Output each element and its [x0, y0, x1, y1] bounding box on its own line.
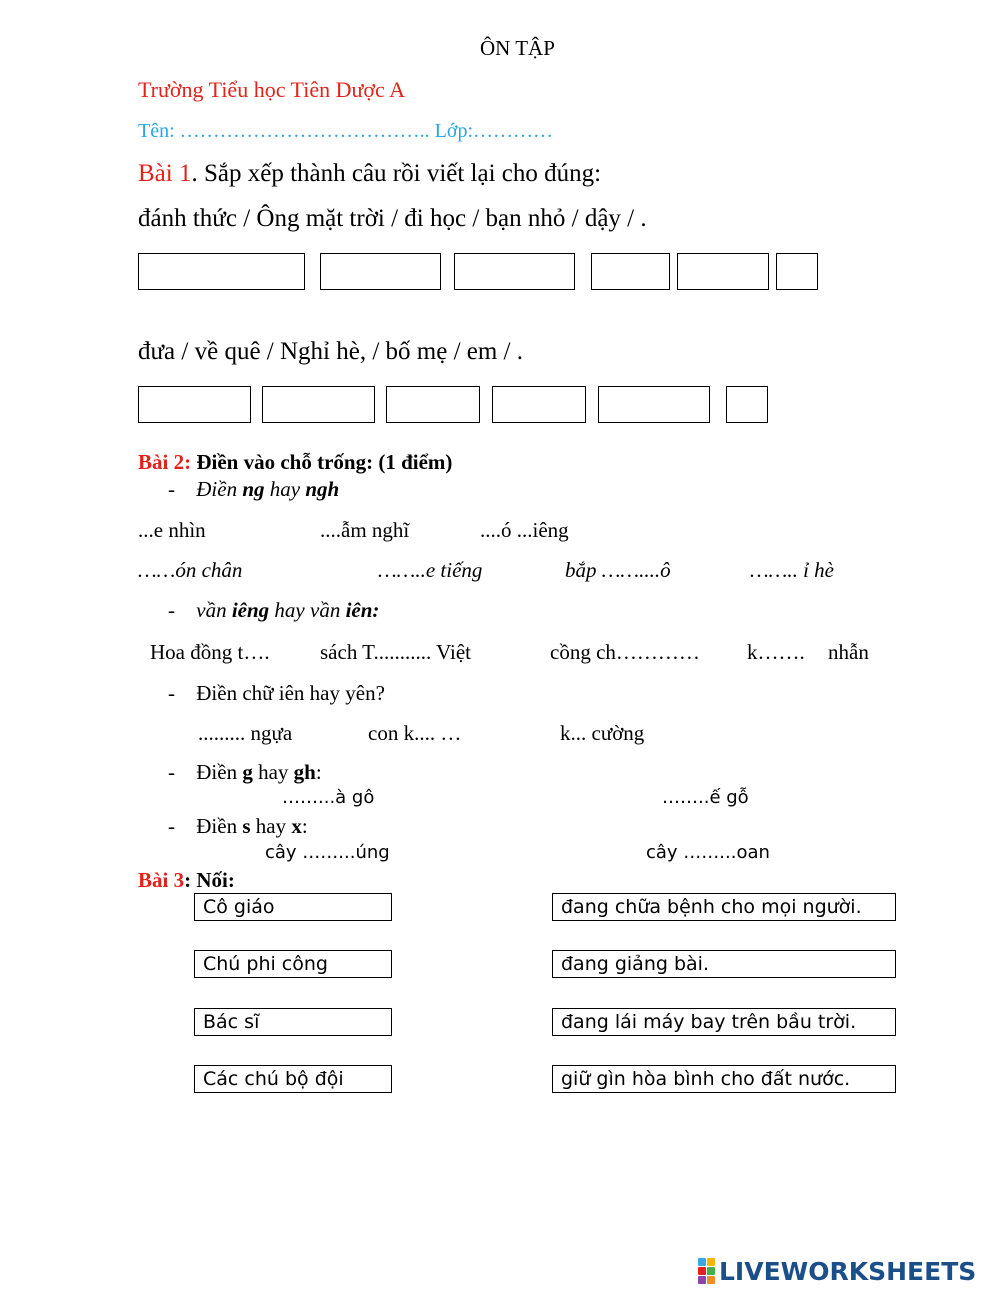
fill-item[interactable]: cây ……...úng — [265, 842, 390, 863]
liveworksheets-logo — [698, 1256, 976, 1286]
answer-box[interactable] — [262, 386, 375, 423]
section-text: Điền — [196, 760, 243, 784]
bai3-instruction: : Nối: — [184, 868, 235, 892]
bai3-label: Bài 3 — [138, 868, 185, 892]
bai2-section-ng — [168, 477, 339, 502]
school-name: Trường Tiểu học Tiên Dược A — [138, 77, 405, 102]
fill-item[interactable]: sách T........... Việt — [320, 640, 471, 664]
bai1-label: Bài 1 — [138, 160, 192, 187]
page-title: ÔN TẬP — [480, 36, 555, 60]
brand-name: LIVEWORKSHEETS — [719, 1256, 977, 1286]
bullet-dash: - — [168, 760, 175, 784]
fill-item[interactable]: ……..ế gỗ — [662, 787, 749, 808]
section-text: hay — [250, 814, 292, 838]
bullet-dash: - — [168, 477, 175, 501]
section-bold: ngh — [305, 477, 340, 501]
section-bold: gh — [293, 760, 316, 784]
section-text: vần — [196, 598, 232, 622]
answer-box[interactable] — [138, 253, 305, 290]
bai1-sentence-1: đánh thức / Ông mặt trời / đi học / bạn nhỏ / dậy / . — [138, 205, 647, 232]
bai1-sentence-2: đưa / về quê / Nghỉ hè, / bố mẹ / em / . — [138, 338, 523, 365]
section-bold: iêng — [231, 598, 270, 622]
section-text: Điền — [196, 814, 243, 838]
bai2-heading — [138, 450, 452, 475]
answer-box[interactable] — [454, 253, 575, 290]
section-bold: x — [291, 814, 302, 838]
answer-box[interactable] — [591, 253, 670, 290]
answer-box[interactable] — [598, 386, 710, 423]
section-text: : — [301, 814, 308, 838]
match-right-item[interactable]: đang lái máy bay trên bầu trời. — [552, 1008, 896, 1036]
fill-item[interactable]: ....ó ...iêng — [480, 518, 569, 542]
answer-box[interactable] — [726, 386, 768, 423]
answer-box[interactable] — [320, 253, 441, 290]
bai3-heading — [138, 868, 235, 893]
fill-item[interactable]: Hoa đồng t…. — [150, 640, 270, 664]
answer-box[interactable] — [677, 253, 769, 290]
fill-item[interactable]: ……ón chân — [138, 558, 243, 582]
fill-item[interactable]: …….. ỉ hè — [750, 558, 834, 582]
section-text: hay — [264, 477, 306, 501]
section-bold: ng — [242, 477, 265, 501]
fill-item[interactable]: ……...à gô — [282, 787, 375, 808]
match-left-item[interactable]: Chú phi công — [194, 950, 392, 978]
fill-item[interactable]: cồng ch………… — [550, 640, 700, 664]
section-bold: iên: — [345, 598, 380, 622]
liveworksheets-logo-icon — [698, 1258, 715, 1284]
bullet-dash: - — [168, 598, 175, 622]
answer-box[interactable] — [776, 253, 818, 290]
section-text: hay — [252, 760, 294, 784]
section-bold: s — [242, 814, 251, 838]
answer-box[interactable] — [138, 386, 251, 423]
fill-item[interactable]: ……..e tiếng — [378, 558, 483, 582]
section-bold: g — [242, 760, 253, 784]
answer-box[interactable] — [492, 386, 586, 423]
fill-item[interactable]: con k.... … — [368, 721, 462, 745]
bai2-section-yen — [168, 681, 385, 706]
bullet-dash: - — [168, 814, 175, 838]
bai2-section-ieng — [168, 598, 379, 623]
answer-box[interactable] — [386, 386, 480, 423]
match-right-item[interactable]: đang chữa bệnh cho mọi người. — [552, 893, 896, 921]
bai2-section-s — [168, 814, 308, 839]
section-text: Điền — [196, 477, 243, 501]
fill-item[interactable]: ...e nhìn — [138, 518, 206, 542]
bai2-instruction: Điền vào chỗ trống: (1 điểm) — [191, 450, 453, 474]
bai1-heading — [138, 160, 601, 188]
fill-item[interactable]: cây ……...oan — [646, 842, 770, 863]
section-text: hay vần — [269, 598, 346, 622]
bai2-label: Bài 2: — [138, 450, 192, 474]
name-class-line: Tên: ……………………………….. Lớp:………… — [138, 120, 553, 142]
match-right-item[interactable]: đang giảng bài. — [552, 950, 896, 978]
section-text: Điền chữ iên hay yên? — [196, 681, 385, 705]
fill-item[interactable]: k……. — [747, 640, 805, 664]
bai2-section-g — [168, 760, 322, 785]
section-text: : — [315, 760, 322, 784]
bai1-instruction: . Sắp xếp thành câu rồi viết lại cho đúng: — [191, 160, 602, 187]
fill-item[interactable]: nhẫn — [828, 640, 869, 664]
bullet-dash: - — [168, 681, 175, 705]
match-left-item[interactable]: Bác sĩ — [194, 1008, 392, 1036]
match-right-item[interactable]: giữ gìn hòa bình cho đất nước. — [552, 1065, 896, 1093]
fill-item[interactable]: ....ẫm nghĩ — [320, 518, 410, 542]
fill-item[interactable]: k... cường — [560, 721, 645, 745]
match-left-item[interactable]: Các chú bộ đội — [194, 1065, 392, 1093]
fill-item[interactable]: bắp ……....ô — [565, 558, 671, 582]
match-left-item[interactable]: Cô giáo — [194, 893, 392, 921]
fill-item[interactable]: ......... ngựa — [198, 721, 293, 745]
